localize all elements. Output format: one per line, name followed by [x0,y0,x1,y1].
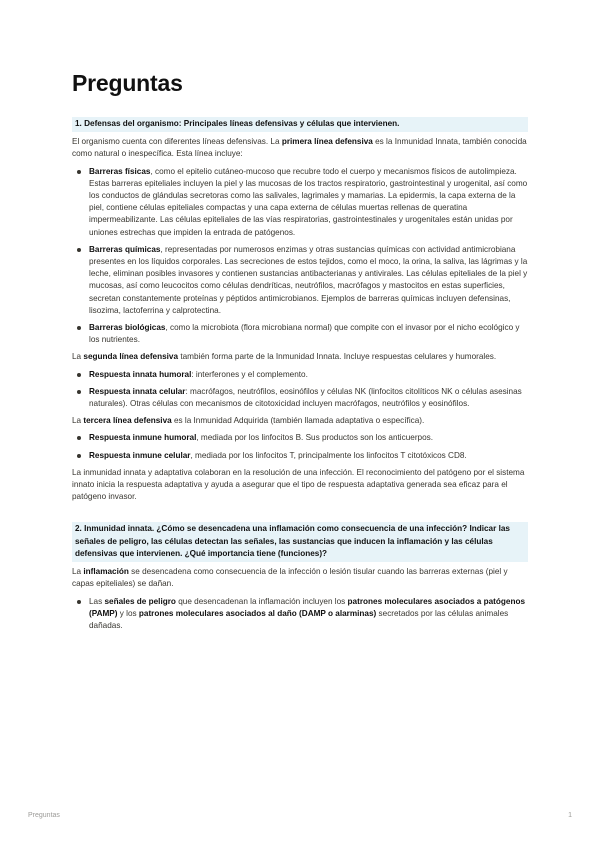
bullet-icon [77,390,81,394]
list-danger-signals [72,596,528,633]
bullet-icon [77,454,81,458]
document-body [72,117,528,637]
bullet-icon [77,373,81,377]
paragraph-closing: La inmunidad innata y adaptativa colaboran en la resolución de una infección. El reconocimiento del patógeno por el sistema innato inicia la respuesta adaptativa y ayuda a asegurar que el tipo de respuesta adaptativa generada sea eficaz para el patógeno invasor. [72,467,525,502]
list-item: Las señales de peligro que desencadenan la inflamación incluyen los patrones moleculares asociados a patógenos (PAMP) y los patrones moleculares asociados al daño (DAMP o alarminas) secretados por las células animales dañadas. [72,596,528,633]
bullet-icon [77,170,81,174]
page-title: Preguntas [72,70,183,96]
list-first-line [72,166,528,347]
list-item: Respuesta inmune humoral, mediada por los linfocitos B. Sus productos son los anticuerpos. [72,432,528,444]
section-heading-1: 1. Defensas del organismo: Principales líneas defensivas y células que intervienen. [72,117,528,132]
footer-label: Preguntas [28,812,60,819]
list-third-line [72,432,528,461]
list-item: Barreras químicas, representadas por numerosos enzimas y otras sustancias químicas con actividad antimicrobiana presentes en los líquidos corporales. Las secreciones de estos tejidos, como el moco, la orina, la saliva, las lágrimas y la leche, eliminan posibles invasores y contienen sustancias antibacterianas y antivirales. Las células epiteliales de la piel y mucosas, así como leucocitos como células dendríticas, neutrófilos, macrófagos y mastocitos en estas superficies, secretan constantemente proteínas y péptidos antimicrobianos. Ejemplos de barreras químicas incluyen defensinas, lisozima, lactoferrina y calprotectina. [72,244,528,317]
list-second-line [72,369,528,411]
list-item: Respuesta inmune celular, mediada por los linfocitos T, principalmente los linfocitos T citotóxicos CD8. [72,450,528,462]
bullet-icon [77,600,81,604]
list-item: Barreras biológicas, como la microbiota (flora microbiana normal) que compite con el invasor por el nicho ecológico y los nutrientes. [72,322,528,346]
paragraph-third-line: La tercera línea defensiva es la Inmunidad Adquirida (también llamada adaptativa o específica). [72,416,425,426]
list-item: Barreras físicas, como el epitelio cutáneo-mucoso que recubre todo el cuerpo y mecanismos físicos de autolimpieza. Estas barreras epiteliales incluyen la piel y las mucosas de los tractos respiratorio, gastrointestinal y urogenital, así como los conductos de glándulas secretoras como las salivales, lagrimales y mamarias. La epidermis, la capa externa de la piel, contiene células epiteliales compactas y una capa externa de células muertas rellenas de queratina impermeabilizante. Las células epiteliales de las vías respiratorias, gastrointestinales y urogenitales están unidas por uniones estrechas que impiden la entrada de patógenos. [72,166,528,239]
paragraph-intro-1: El organismo cuenta con diferentes líneas defensivas. La primera línea defensiva es la Inmunidad Innata, también conocida como natural o inespecífica. Esta línea incluye: [72,137,527,159]
section-heading-2: 2. Inmunidad innata. ¿Cómo se desencadena una inflamación como consecuencia de una infección? Indicar las señales de peligro, las células detectan las señales, las sustancias que inducen la inflamación y las células defensivas que intervienen. ¿Qué importancia tiene (funciones)? [72,522,528,562]
paragraph-second-line: La segunda línea defensiva también forma parte de la Inmunidad Innata. Incluye respuestas celulares y humorales. [72,352,497,362]
list-item: Respuesta innata humoral: interferones y el complemento. [72,369,528,381]
paragraph-intro-2: La inflamación se desencadena como consecuencia de la infección o lesión tisular cuando las barreras externas (piel y capas epiteliales) se dañan. [72,567,508,589]
page-footer [28,812,572,819]
list-item: Respuesta innata celular: macrófagos, neutrófilos, eosinófilos y células NK (linfocitos citolíticos NK o células asesinas naturales). Otras células con mecanismos de citotoxicidad incluyen macrófagos, neutrófilos y eosinófilos. [72,386,528,410]
bullet-icon [77,326,81,330]
bullet-icon [77,436,81,440]
bullet-icon [77,248,81,252]
page-number: 1 [568,812,572,819]
